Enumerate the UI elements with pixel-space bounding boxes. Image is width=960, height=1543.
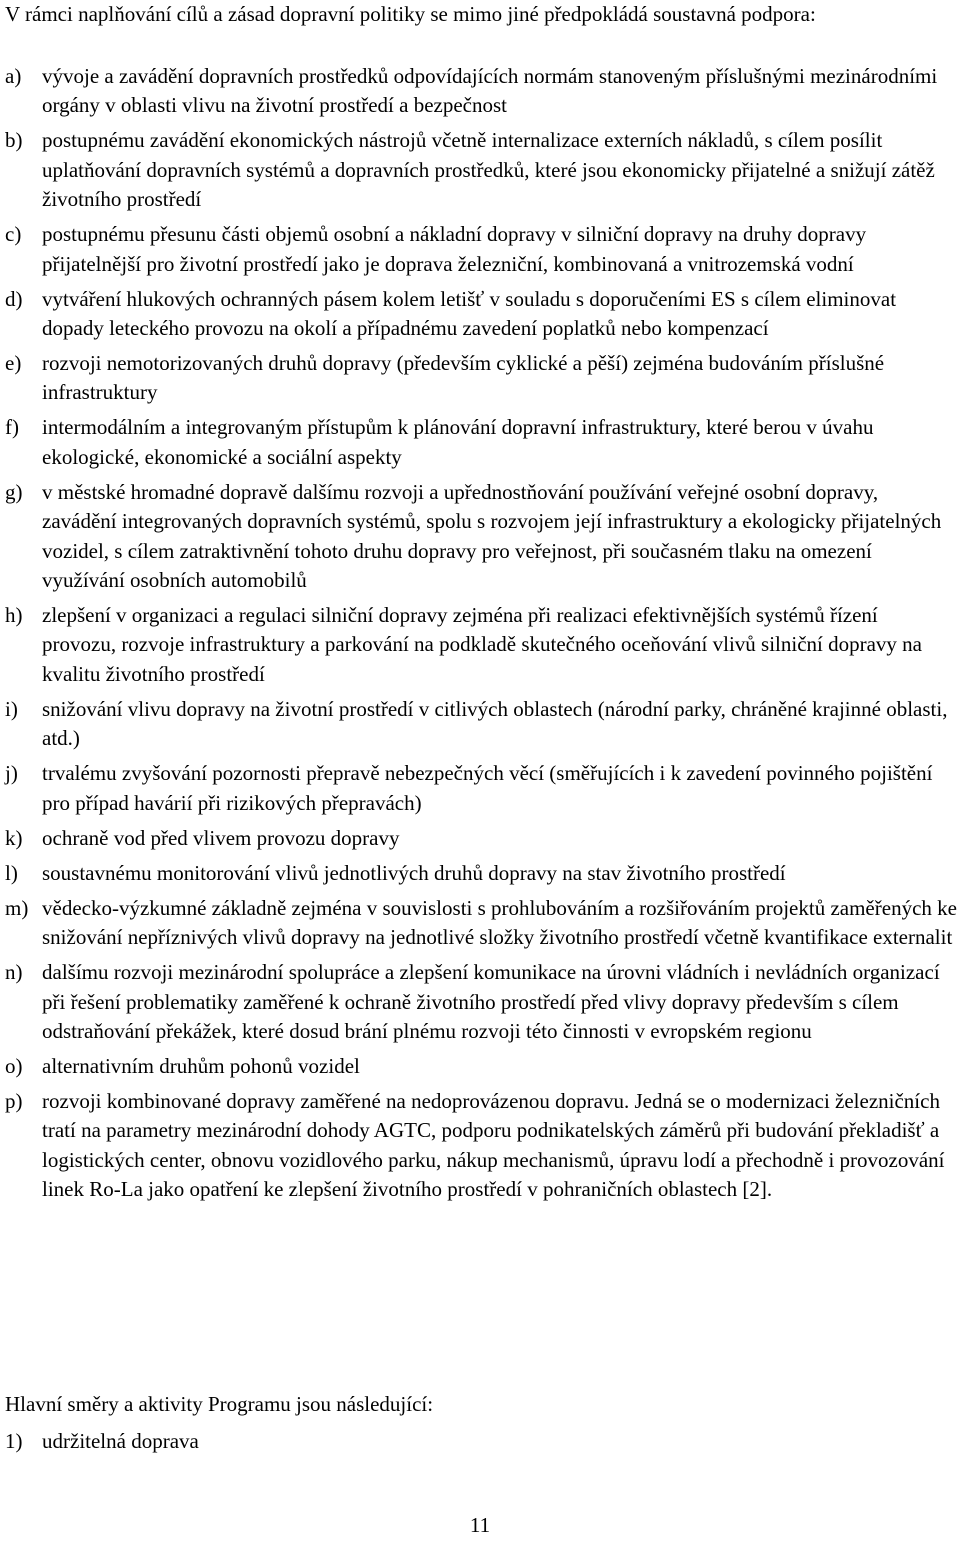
support-list xyxy=(5,62,957,1210)
list-item-p xyxy=(5,1087,957,1205)
list-item-e xyxy=(5,349,957,408)
list-item-b xyxy=(5,126,957,214)
directions-item-text: udržitelná doprava xyxy=(42,1429,199,1453)
list-item-j xyxy=(5,759,957,818)
list-item-text: postupnému zavádění ekonomických nástrojů včetně internalizace externích nákladů, s cílem posílit uplatňování dopravních systémů a dopravních prostředků, které jsou ekonomicky přijatelné a snižují zátěž životního prostředí xyxy=(42,128,935,212)
intro-paragraph: V rámci naplňování cílů a zásad dopravní politiky se mimo jiné předpokládá soustavná podpora: xyxy=(5,2,816,26)
list-item-text: snižování vlivu dopravy na životní prostředí v citlivých oblastech (národní parky, chráněné krajinné oblasti, atd.) xyxy=(42,696,948,751)
list-item-text: vytváření hlukových ochranných pásem kolem letišť v souladu s doporučeními ES s cílem eliminovat dopady leteckého provozu na okolí a případnému zavedení poplatků nebo kompenzací xyxy=(42,286,897,341)
list-item-g xyxy=(5,478,957,596)
list-item-text: vědecko-výzkumné základně zejména v souvislosti s prohlubováním a rozšiřováním projektů zaměřených ke snižování nepříznivých vlivů dopravy na jednotlivé složky životního prostředí včetně kvantifikace externalit xyxy=(42,895,957,950)
list-item-text: soustavnému monitorování vlivů jednotlivých druhů dopravy na stav životního prostředí xyxy=(42,860,786,885)
list-item-label: e) xyxy=(5,351,22,376)
list-item-text: dalšímu rozvoji mezinárodní spolupráce a zlepšení komunikace na úrovni vládních i nevládních organizací při řešení problematiky zaměřené k ochraně životního prostředí před vlivy dopravy především s cílem odstraňování překážek, které dosud brání plnému rozvoji této činnosti v evropském regionu xyxy=(42,960,940,1043)
list-item-label: b) xyxy=(5,128,23,153)
list-item-text: ochraně vod před vlivem provozu dopravy xyxy=(42,825,400,850)
list-item-o xyxy=(5,1052,957,1081)
list-item-label: n) xyxy=(5,960,23,985)
list-item-text: vývoje a zavádění dopravních prostředků odpovídajících normám stanoveným příslušnými mezinárodními orgány v oblasti vlivu na životní prostředí a bezpečnost xyxy=(42,64,938,118)
list-item-k xyxy=(5,824,957,853)
directions-item-label: 1) xyxy=(5,1429,23,1453)
list-item-d xyxy=(5,285,957,344)
list-item-label: i) xyxy=(5,696,18,721)
page-number: 11 xyxy=(469,1513,491,1537)
list-item-a xyxy=(5,62,957,121)
list-item-label: l) xyxy=(5,860,18,885)
list-item-n xyxy=(5,958,957,1046)
list-item-label: c) xyxy=(5,222,22,247)
list-item-label: d) xyxy=(5,286,23,311)
list-item-label: a) xyxy=(5,64,22,88)
directions-heading: Hlavní směry a aktivity Programu jsou následující: xyxy=(5,1392,434,1416)
directions-item-1 xyxy=(5,1427,955,1456)
list-item-text: postupnému přesunu části objemů osobní a nákladní dopravy v silniční dopravy na druhy dopravy přijatelnější pro životní prostředí jako je doprava železniční, kombinovaná a vnitrozemská vodní xyxy=(42,222,867,276)
list-item-label: p) xyxy=(5,1088,23,1113)
list-item-f xyxy=(5,413,957,472)
list-item-h xyxy=(5,601,957,689)
list-item-label: k) xyxy=(5,825,23,850)
list-item-text: intermodálním a integrovaným přístupům k plánování dopravní infrastruktury, které berou v úvahu ekologické, ekonomické a sociální aspekty xyxy=(42,415,874,469)
list-item-i xyxy=(5,695,957,754)
list-item-m xyxy=(5,894,957,953)
list-item-label: g) xyxy=(5,479,23,504)
list-item-text: rozvoji kombinované dopravy zaměřené na nedoprovázenou dopravu. Jedná se o modernizaci železničních tratí na parametry mezinárodní dohody AGTC, podporu podnikatelských záměrů při budování překladišť a logistických center, obnovu vozidlového parku, nákup mechanismů, úpravu lodí a přechodně i provozování linek Ro-La jako opatření ke zlepšení životního prostředí v pohraničních oblastech [2]. xyxy=(42,1088,945,1202)
list-item-label: f) xyxy=(5,415,19,440)
list-item-label: m) xyxy=(5,895,29,920)
list-item-text: rozvoji nemotorizovaných druhů dopravy (především cyklické a pěší) zejména budováním příslušné infrastruktury xyxy=(42,351,885,405)
list-item-l xyxy=(5,859,957,888)
list-item-text: zlepšení v organizaci a regulaci silniční dopravy zejména při realizaci efektivnějších systémů řízení provozu, rozvoje infrastruktury a parkování na podkladě skutečného oceňování vlivů silniční dopravy na kvalitu životního prostředí xyxy=(42,603,922,686)
list-item-text: alternativním druhům pohonů vozidel xyxy=(42,1053,360,1078)
list-item-text: trvalému zvyšování pozornosti přepravě nebezpečných věcí (směřujících i k zavedení povinného pojištění pro případ havárií při rizikových přepravách) xyxy=(42,761,933,815)
list-item-label: j) xyxy=(5,761,18,786)
list-item-text: v městské hromadné dopravě dalšímu rozvoji a upřednostňování používání veřejné osobní dopravy, zavádění integrovaných dopravních systémů, spolu s rozvojem její infrastruktury a ekologicky přijatelných vozidel, s cílem zatraktivnění tohoto druhu dopravy pro veřejnost, při současném tlaku na omezení využívání osobních automobilů xyxy=(42,479,942,593)
list-item-c xyxy=(5,220,957,279)
list-item-label: h) xyxy=(5,603,23,628)
list-item-label: o) xyxy=(5,1053,23,1078)
